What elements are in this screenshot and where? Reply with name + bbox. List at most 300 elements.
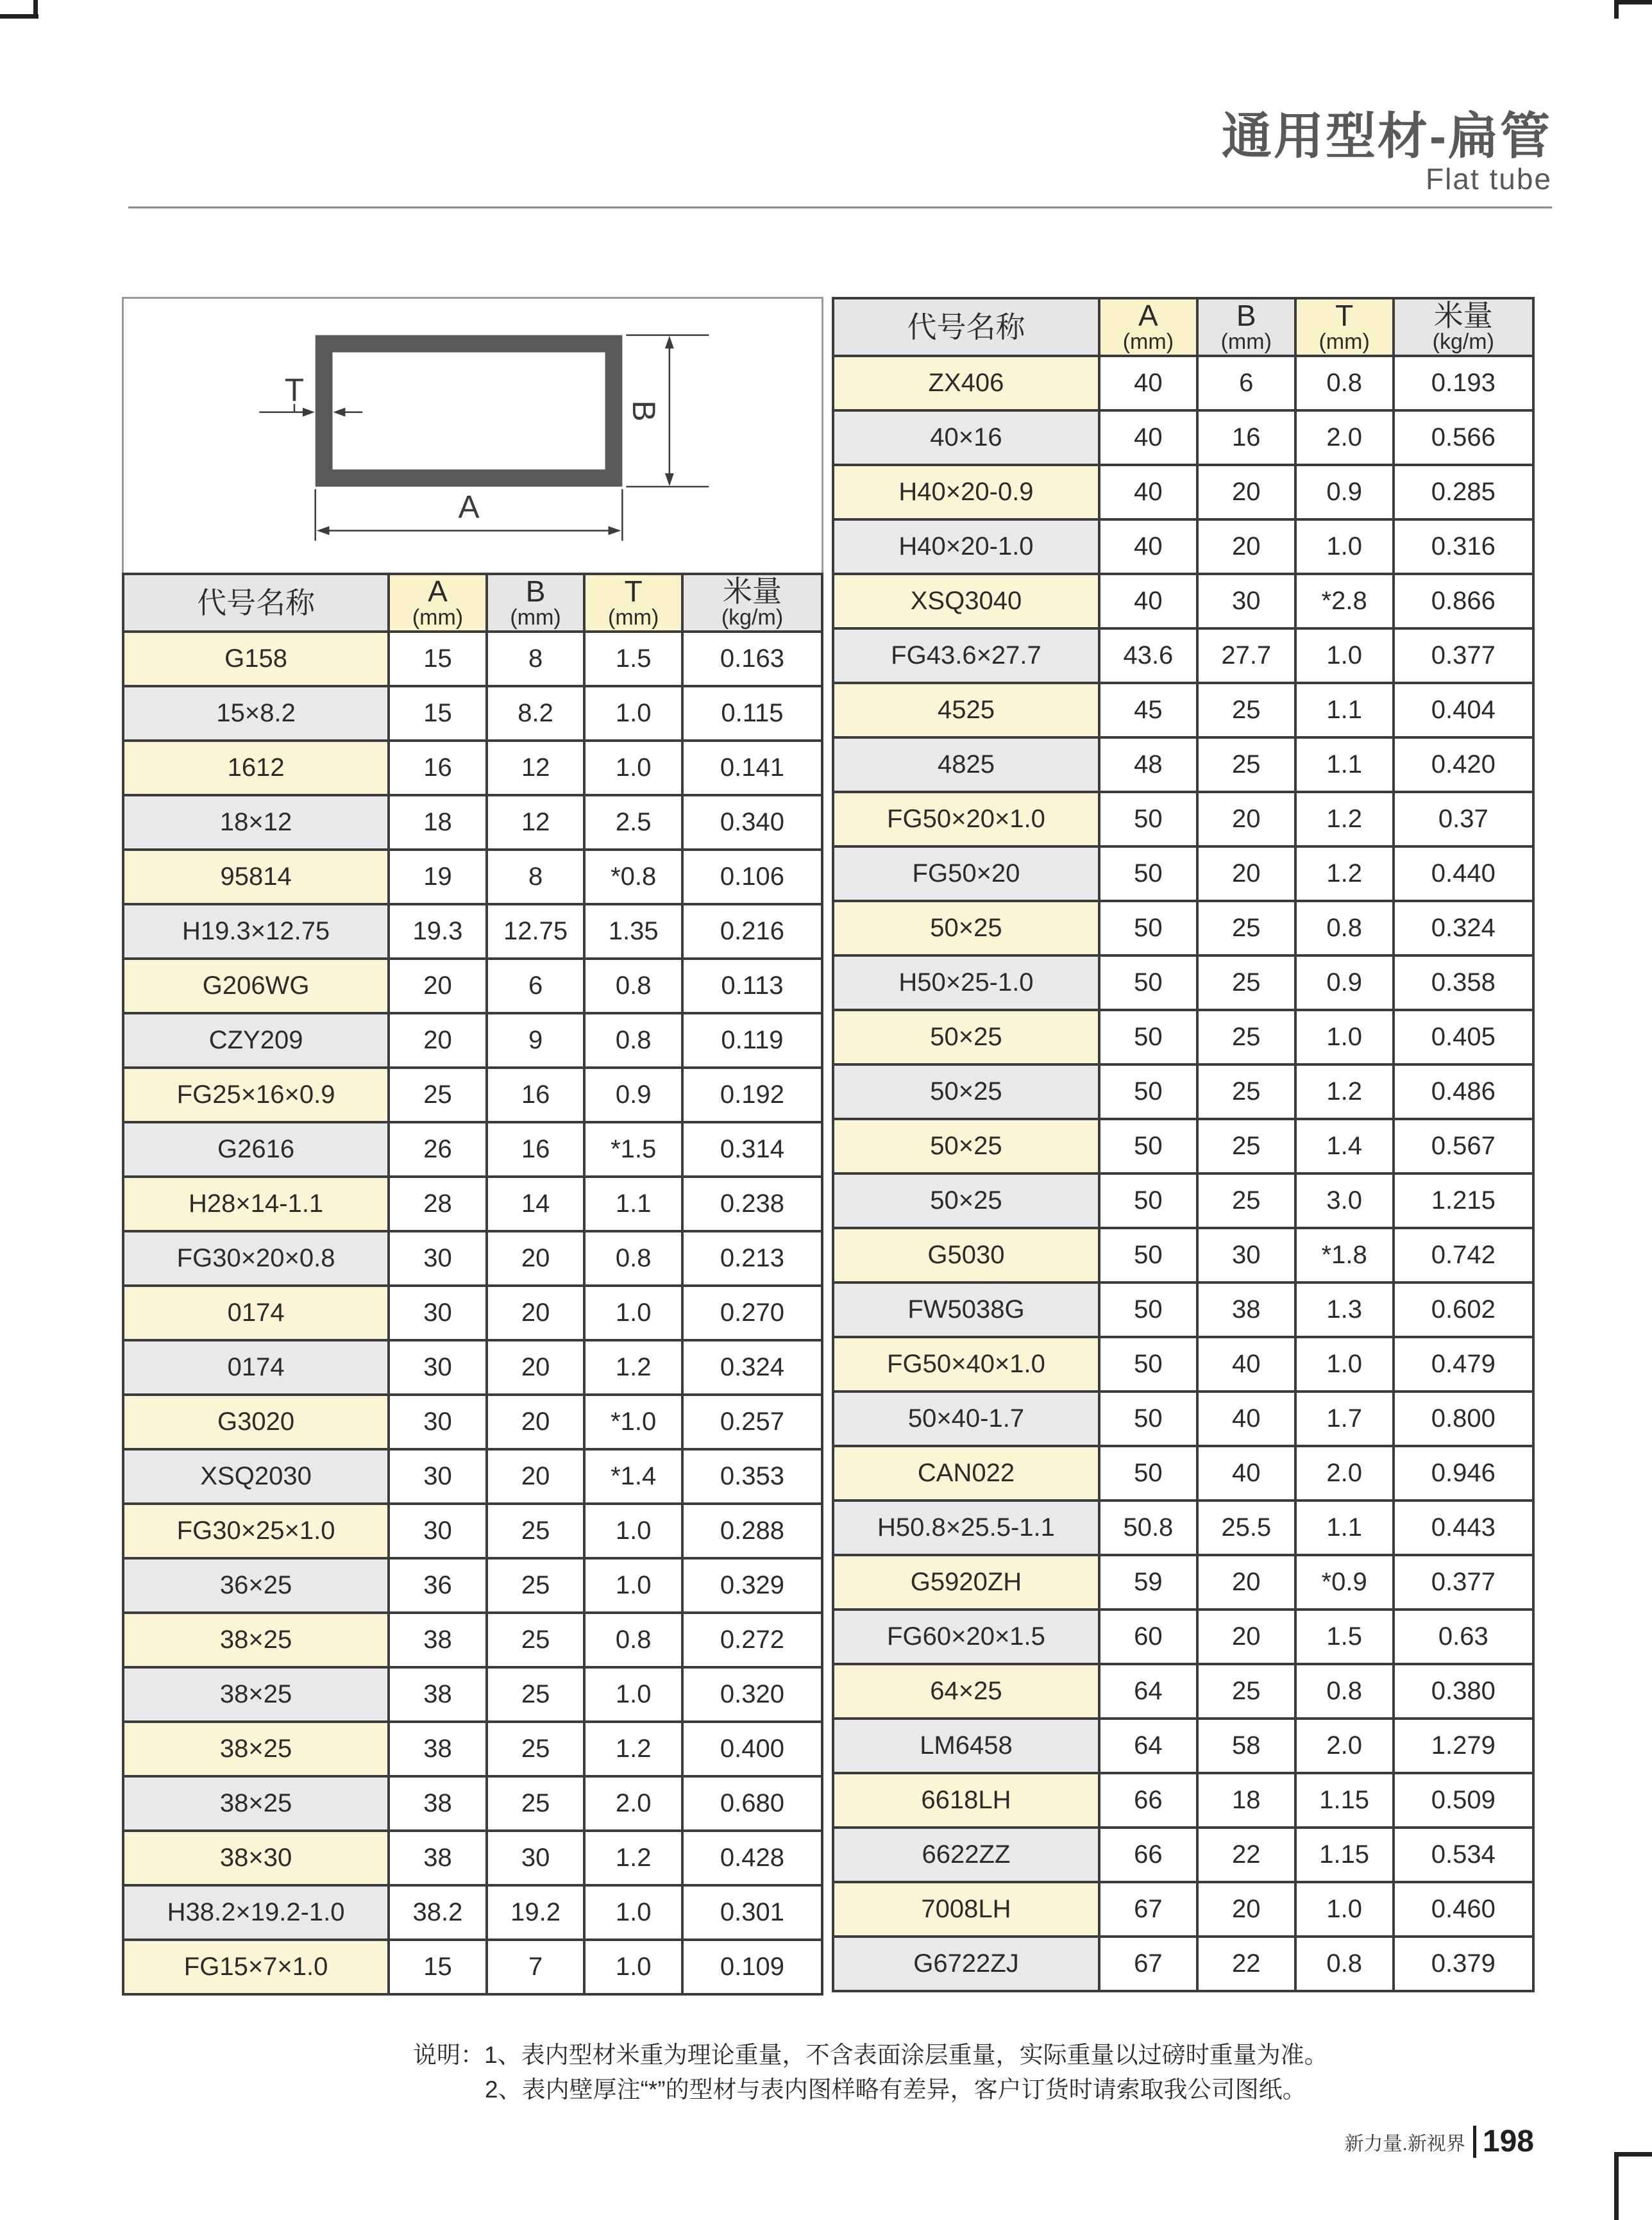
tube-inner: [333, 352, 605, 469]
value-cell: 0.9: [1295, 955, 1394, 1010]
header-a-unit: (mm): [1122, 330, 1174, 355]
table-row: [833, 1337, 1533, 1392]
value-cell: 36: [389, 1558, 487, 1613]
profile-name-cell: G2616: [123, 1122, 389, 1177]
profile-name-cell: 50×25: [833, 1064, 1099, 1119]
profile-name-cell: 0174: [123, 1340, 389, 1395]
profile-name-cell: G158: [123, 632, 389, 686]
value-cell: 0.320: [682, 1667, 822, 1722]
value-cell: 1.0: [584, 686, 682, 741]
value-cell: 12.75: [487, 904, 585, 959]
profile-name-cell: FG30×25×1.0: [123, 1504, 389, 1558]
value-cell: 6: [487, 959, 585, 1013]
flat-tube-cross-section: [124, 299, 822, 573]
value-cell: 0.238: [682, 1177, 822, 1231]
value-cell: 1.0: [584, 1885, 682, 1940]
value-cell: 22: [1197, 1937, 1295, 1991]
value-cell: 0.288: [682, 1504, 822, 1558]
profile-name-cell: 0174: [123, 1286, 389, 1340]
header-a-label: A: [1138, 299, 1158, 332]
value-cell: 40: [1197, 1446, 1295, 1501]
value-cell: 1.0: [584, 1940, 682, 1994]
header-weight-unit: (kg/m): [721, 605, 784, 630]
value-cell: 50: [1099, 1446, 1197, 1501]
table-row: [833, 465, 1533, 519]
value-cell: 2.0: [1295, 410, 1394, 465]
value-cell: 25: [487, 1613, 585, 1667]
value-cell: 38.2: [389, 1885, 487, 1940]
value-cell: 0.379: [1394, 1937, 1533, 1991]
profile-name-cell: 50×25: [833, 901, 1099, 955]
dim-label-t: T: [284, 371, 305, 408]
profile-name-cell: LM6458: [833, 1719, 1099, 1773]
table-row: [123, 1177, 822, 1231]
value-cell: 58: [1197, 1719, 1295, 1773]
table-row: [833, 410, 1533, 465]
value-cell: 0.324: [682, 1340, 822, 1395]
value-cell: 50: [1099, 1119, 1197, 1173]
value-cell: 0.440: [1394, 846, 1533, 901]
value-cell: 0.9: [584, 1068, 682, 1122]
table-row: [833, 1555, 1533, 1610]
header-a-label: A: [428, 575, 448, 608]
value-cell: 0.8: [584, 1613, 682, 1667]
value-cell: 1.15: [1295, 1773, 1394, 1828]
value-cell: 0.866: [1394, 574, 1533, 628]
value-cell: 0.400: [682, 1722, 822, 1776]
value-cell: 0.8: [584, 1231, 682, 1286]
table-row: [123, 959, 822, 1013]
value-cell: 0.141: [682, 741, 822, 795]
header-weight-label: 米量: [1433, 299, 1493, 332]
value-cell: 30: [389, 1449, 487, 1504]
value-cell: 20: [1197, 1555, 1295, 1610]
dim-label-b: B: [626, 400, 662, 422]
table-row: [833, 1882, 1533, 1937]
value-cell: 1.2: [584, 1722, 682, 1776]
value-cell: 50: [1099, 1337, 1197, 1392]
value-cell: 0.316: [1394, 519, 1533, 574]
profile-name-cell: 50×25: [833, 1010, 1099, 1064]
value-cell: 38: [389, 1831, 487, 1885]
value-cell: 0.460: [1394, 1882, 1533, 1937]
value-cell: 1.1: [1295, 737, 1394, 792]
value-cell: *0.9: [1295, 1555, 1394, 1610]
value-cell: 0.479: [1394, 1337, 1533, 1392]
value-cell: 1.15: [1295, 1828, 1394, 1882]
value-cell: 0.115: [682, 686, 822, 741]
crop-mark-top-right-h: [1614, 0, 1652, 4]
value-cell: 8: [487, 632, 585, 686]
table-row: [123, 632, 822, 686]
header-t-unit: (mm): [608, 605, 659, 630]
value-cell: 1.0: [1295, 519, 1394, 574]
table-row: [833, 519, 1533, 574]
header-t: [1295, 298, 1394, 356]
value-cell: 20: [487, 1340, 585, 1395]
table-row: [123, 1776, 822, 1831]
value-cell: 1.2: [584, 1340, 682, 1395]
dim-label-a: A: [458, 489, 480, 525]
header-b-label: B: [525, 575, 546, 608]
table-row: [833, 846, 1533, 901]
value-cell: 1.3: [1295, 1282, 1394, 1337]
value-cell: 30: [1197, 574, 1295, 628]
value-cell: 1.0: [1295, 628, 1394, 683]
table-row: [833, 1719, 1533, 1773]
table-row: [123, 741, 822, 795]
flat-tube-diagram: [122, 297, 823, 573]
profile-name-cell: 7008LH: [833, 1882, 1099, 1937]
header-name: [833, 298, 1099, 356]
value-cell: 1.2: [1295, 792, 1394, 846]
value-cell: 20: [487, 1286, 585, 1340]
table-row: [123, 1667, 822, 1722]
value-cell: 66: [1099, 1828, 1197, 1882]
profile-name-cell: H40×20-1.0: [833, 519, 1099, 574]
value-cell: 1.0: [1295, 1010, 1394, 1064]
table-row: [123, 1068, 822, 1122]
value-cell: 0.377: [1394, 628, 1533, 683]
table-row: [123, 1231, 822, 1286]
value-cell: 20: [1197, 465, 1295, 519]
value-cell: 38: [389, 1667, 487, 1722]
profile-name-cell: H50.8×25.5-1.1: [833, 1501, 1099, 1555]
value-cell: 1.0: [1295, 1882, 1394, 1937]
profile-name-cell: H28×14-1.1: [123, 1177, 389, 1231]
value-cell: 26: [389, 1122, 487, 1177]
value-cell: 7: [487, 1940, 585, 1994]
page-footer: [1345, 2124, 1534, 2159]
value-cell: 0.567: [1394, 1119, 1533, 1173]
value-cell: 20: [1197, 519, 1295, 574]
header-weight: [1394, 298, 1533, 356]
value-cell: 12: [487, 741, 585, 795]
value-cell: 1.0: [584, 1667, 682, 1722]
table-row: [123, 1940, 822, 1994]
value-cell: 25: [487, 1558, 585, 1613]
profile-name-cell: 38×25: [123, 1613, 389, 1667]
profile-name-cell: 50×25: [833, 1119, 1099, 1173]
value-cell: 0.404: [1394, 683, 1533, 737]
profile-name-cell: XSQ3040: [833, 574, 1099, 628]
profile-name-cell: XSQ2030: [123, 1449, 389, 1504]
value-cell: 25: [1197, 1119, 1295, 1173]
profile-name-cell: FG30×20×0.8: [123, 1231, 389, 1286]
value-cell: 18: [1197, 1773, 1295, 1828]
header-name: [123, 574, 389, 632]
value-cell: 38: [389, 1722, 487, 1776]
value-cell: 1.5: [584, 632, 682, 686]
table-row: [833, 683, 1533, 737]
value-cell: 0.946: [1394, 1446, 1533, 1501]
value-cell: 30: [1197, 1228, 1295, 1282]
header-a: [389, 574, 487, 632]
value-cell: 50: [1099, 1064, 1197, 1119]
value-cell: 27.7: [1197, 628, 1295, 683]
value-cell: 2.5: [584, 795, 682, 850]
profile-name-cell: 50×40-1.7: [833, 1392, 1099, 1446]
value-cell: 64: [1099, 1664, 1197, 1719]
value-cell: 1.7: [1295, 1392, 1394, 1446]
value-cell: 22: [1197, 1828, 1295, 1882]
value-cell: 16: [1197, 410, 1295, 465]
value-cell: 1.0: [584, 1558, 682, 1613]
value-cell: 19.3: [389, 904, 487, 959]
value-cell: 40: [1197, 1337, 1295, 1392]
value-cell: 0.192: [682, 1068, 822, 1122]
header-a-unit: (mm): [412, 605, 464, 630]
value-cell: 9: [487, 1013, 585, 1068]
table-row: [833, 1828, 1533, 1882]
value-cell: 50: [1099, 792, 1197, 846]
profile-name-cell: 6618LH: [833, 1773, 1099, 1828]
table-row: [833, 1664, 1533, 1719]
table-row: [123, 1885, 822, 1940]
value-cell: 0.358: [1394, 955, 1533, 1010]
value-cell: 0.405: [1394, 1010, 1533, 1064]
header-weight-label: 米量: [722, 575, 782, 608]
profile-name-cell: 38×30: [123, 1831, 389, 1885]
value-cell: 64: [1099, 1719, 1197, 1773]
value-cell: 50.8: [1099, 1501, 1197, 1555]
table-row: [123, 1449, 822, 1504]
table-row: [833, 628, 1533, 683]
table-row: [123, 795, 822, 850]
header-b: [1197, 298, 1295, 356]
page-subtitle: Flat tube: [1426, 162, 1552, 196]
value-cell: 30: [389, 1231, 487, 1286]
value-cell: *1.8: [1295, 1228, 1394, 1282]
table-row: [123, 1722, 822, 1776]
value-cell: 1.0: [584, 1504, 682, 1558]
value-cell: 0.800: [1394, 1392, 1533, 1446]
value-cell: 40: [1099, 410, 1197, 465]
crop-mark-top-left-v: [33, 0, 38, 19]
profile-name-cell: FW5038G: [833, 1282, 1099, 1337]
value-cell: 0.119: [682, 1013, 822, 1068]
header-b-unit: (mm): [510, 605, 561, 630]
value-cell: 48: [1099, 737, 1197, 792]
value-cell: 40: [1099, 519, 1197, 574]
value-cell: 1.2: [584, 1831, 682, 1885]
value-cell: 0.8: [1295, 356, 1394, 410]
table-row: [833, 1173, 1533, 1228]
value-cell: 0.742: [1394, 1228, 1533, 1282]
table-row: [123, 1613, 822, 1667]
value-cell: 50: [1099, 1282, 1197, 1337]
profile-name-cell: H40×20-0.9: [833, 465, 1099, 519]
value-cell: 67: [1099, 1882, 1197, 1937]
value-cell: 0.257: [682, 1395, 822, 1449]
table-row: [833, 1010, 1533, 1064]
value-cell: 1.2: [1295, 846, 1394, 901]
table-row: [123, 1504, 822, 1558]
value-cell: 38: [389, 1613, 487, 1667]
value-cell: 6: [1197, 356, 1295, 410]
table-row: [123, 686, 822, 741]
footer-page-number: 198: [1482, 2124, 1534, 2158]
table-header-row: [833, 298, 1533, 356]
value-cell: 20: [1197, 1882, 1295, 1937]
value-cell: 50: [1099, 901, 1197, 955]
value-cell: 25: [487, 1722, 585, 1776]
value-cell: 15: [389, 1940, 487, 1994]
value-cell: 50: [1099, 1010, 1197, 1064]
value-cell: 15: [389, 686, 487, 741]
header-t-label: T: [1335, 299, 1354, 332]
value-cell: 1.215: [1394, 1173, 1533, 1228]
table-row: [833, 792, 1533, 846]
value-cell: 0.272: [682, 1613, 822, 1667]
profile-name-cell: 6622ZZ: [833, 1828, 1099, 1882]
value-cell: 3.0: [1295, 1173, 1394, 1228]
header-name-label: 代号名称: [197, 585, 316, 619]
value-cell: 30: [389, 1286, 487, 1340]
note-prefix: 说明：: [413, 2042, 484, 2068]
value-cell: 30: [389, 1340, 487, 1395]
crop-mark-top-left-h: [0, 14, 38, 19]
profile-name-cell: 64×25: [833, 1664, 1099, 1719]
profile-name-cell: 4825: [833, 737, 1099, 792]
value-cell: 0.106: [682, 850, 822, 904]
value-cell: 67: [1099, 1937, 1197, 1991]
table-row: [833, 356, 1533, 410]
value-cell: 50: [1099, 1392, 1197, 1446]
value-cell: 0.340: [682, 795, 822, 850]
notes: [413, 2038, 1328, 2107]
profile-name-cell: H19.3×12.75: [123, 904, 389, 959]
profile-name-cell: 18×12: [123, 795, 389, 850]
spec-table-left: [122, 573, 823, 1996]
value-cell: 0.428: [682, 1831, 822, 1885]
profile-name-cell: 40×16: [833, 410, 1099, 465]
value-cell: 50: [1099, 846, 1197, 901]
table-row: [833, 1282, 1533, 1337]
value-cell: 0.8: [1295, 1664, 1394, 1719]
header-weight-unit: (kg/m): [1432, 330, 1494, 355]
profile-name-cell: ZX406: [833, 356, 1099, 410]
profile-name-cell: 1612: [123, 741, 389, 795]
profile-name-cell: FG50×20: [833, 846, 1099, 901]
table-row: [833, 901, 1533, 955]
table-row: [833, 1937, 1533, 1991]
value-cell: 0.486: [1394, 1064, 1533, 1119]
value-cell: 1.0: [1295, 1337, 1394, 1392]
value-cell: 0.8: [584, 1013, 682, 1068]
value-cell: *0.8: [584, 850, 682, 904]
value-cell: 12: [487, 795, 585, 850]
value-cell: 20: [389, 959, 487, 1013]
value-cell: 0.509: [1394, 1773, 1533, 1828]
table-row: [833, 955, 1533, 1010]
header-b: [487, 574, 585, 632]
footer-separator: [1473, 2126, 1476, 2158]
profile-name-cell: G206WG: [123, 959, 389, 1013]
value-cell: 0.534: [1394, 1828, 1533, 1882]
value-cell: 28: [389, 1177, 487, 1231]
profile-name-cell: FG50×40×1.0: [833, 1337, 1099, 1392]
table-row: [123, 1122, 822, 1177]
value-cell: 25: [487, 1776, 585, 1831]
value-cell: 14: [487, 1177, 585, 1231]
value-cell: 0.443: [1394, 1501, 1533, 1555]
value-cell: 16: [389, 741, 487, 795]
profile-name-cell: 36×25: [123, 1558, 389, 1613]
value-cell: 0.163: [682, 632, 822, 686]
value-cell: 0.213: [682, 1231, 822, 1286]
value-cell: 1.35: [584, 904, 682, 959]
value-cell: 19: [389, 850, 487, 904]
value-cell: 38: [1197, 1282, 1295, 1337]
profile-name-cell: FG60×20×1.5: [833, 1610, 1099, 1664]
value-cell: 2.0: [1295, 1446, 1394, 1501]
value-cell: 0.216: [682, 904, 822, 959]
profile-name-cell: H50×25-1.0: [833, 955, 1099, 1010]
value-cell: 0.329: [682, 1558, 822, 1613]
value-cell: 0.680: [682, 1776, 822, 1831]
value-cell: 25: [1197, 1664, 1295, 1719]
value-cell: 59: [1099, 1555, 1197, 1610]
value-cell: 0.63: [1394, 1610, 1533, 1664]
value-cell: 50: [1099, 1228, 1197, 1282]
value-cell: 0.193: [1394, 356, 1533, 410]
value-cell: 0.301: [682, 1885, 822, 1940]
value-cell: 0.353: [682, 1449, 822, 1504]
table-row: [123, 904, 822, 959]
value-cell: 25: [389, 1068, 487, 1122]
value-cell: *1.0: [584, 1395, 682, 1449]
profile-name-cell: 15×8.2: [123, 686, 389, 741]
value-cell: *2.8: [1295, 574, 1394, 628]
value-cell: 40: [1099, 356, 1197, 410]
value-cell: 0.270: [682, 1286, 822, 1340]
note-line-2: 2、表内壁厚注“*”的型材与表内图样略有差异，客户订货时请索取我公司图纸。: [485, 2076, 1306, 2103]
spec-table-right: [832, 297, 1535, 1992]
value-cell: 20: [487, 1449, 585, 1504]
value-cell: 0.8: [1295, 1937, 1394, 1991]
value-cell: 1.1: [584, 1177, 682, 1231]
value-cell: 20: [389, 1013, 487, 1068]
value-cell: 20: [1197, 792, 1295, 846]
crop-mark-bottom-right-v: [1614, 2152, 1619, 2220]
table-row: [833, 1501, 1533, 1555]
profile-name-cell: CZY209: [123, 1013, 389, 1068]
value-cell: 30: [389, 1504, 487, 1558]
note-text-1: 1、表内型材米重为理论重量，不含表面涂层重量，实际重量以过磅时重量为准。: [484, 2042, 1328, 2068]
header-b-label: B: [1236, 299, 1256, 332]
value-cell: 25: [1197, 955, 1295, 1010]
crop-mark-bottom-right-h: [1614, 2152, 1652, 2157]
value-cell: 50: [1099, 1173, 1197, 1228]
value-cell: 0.285: [1394, 465, 1533, 519]
value-cell: 2.0: [1295, 1719, 1394, 1773]
profile-name-cell: 50×25: [833, 1173, 1099, 1228]
value-cell: 8.2: [487, 686, 585, 741]
value-cell: 40: [1099, 465, 1197, 519]
header-t-unit: (mm): [1319, 330, 1370, 355]
profile-name-cell: 38×25: [123, 1722, 389, 1776]
value-cell: 25.5: [1197, 1501, 1295, 1555]
value-cell: 1.2: [1295, 1064, 1394, 1119]
value-cell: 0.324: [1394, 901, 1533, 955]
profile-name-cell: FG25×16×0.9: [123, 1068, 389, 1122]
header-t: [584, 574, 682, 632]
value-cell: 16: [487, 1068, 585, 1122]
value-cell: 20: [487, 1395, 585, 1449]
table-row: [123, 1013, 822, 1068]
value-cell: 18: [389, 795, 487, 850]
